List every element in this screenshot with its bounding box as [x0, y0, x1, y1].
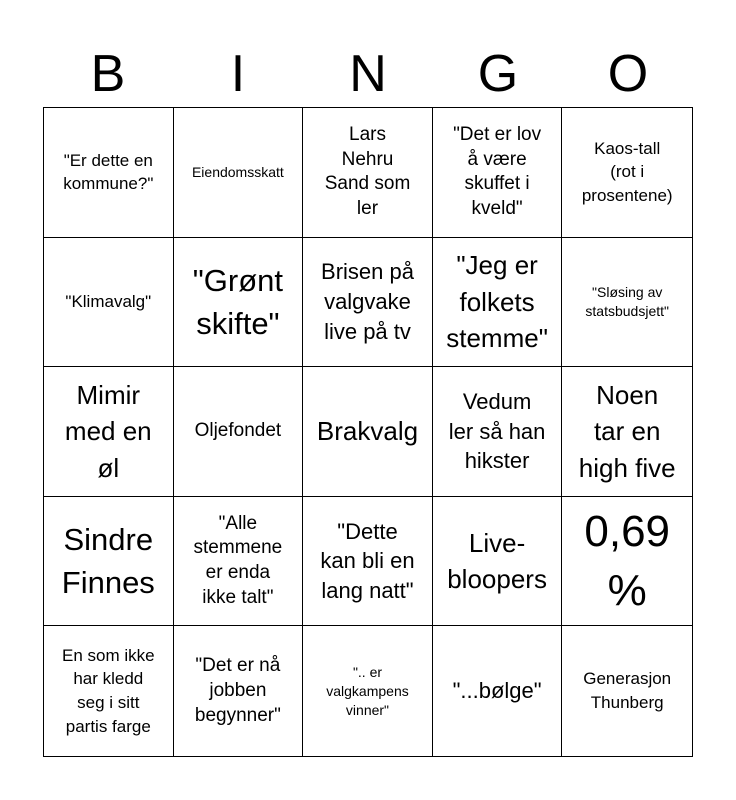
bingo-cell-r4c1[interactable]: Sindre Finnes [44, 497, 174, 627]
bingo-cell-r1c4[interactable]: "Det er lov å være skuffet i kveld" [433, 108, 563, 238]
bingo-cell-r3c5[interactable]: Noen tar en high five [562, 367, 692, 497]
header-letter-o: O [607, 45, 649, 103]
bingo-cell-r1c5[interactable]: Kaos-tall (rot i prosentene) [562, 108, 692, 238]
bingo-cell-r4c3[interactable]: "Dette kan bli en lang natt" [303, 497, 433, 627]
bingo-cell-r2c4[interactable]: "Jeg er folkets stemme" [433, 238, 563, 368]
bingo-cell-r4c2[interactable]: "Alle stemmene er enda ikke talt" [174, 497, 304, 627]
bingo-cell-r1c3[interactable]: Lars Nehru Sand som ler [303, 108, 433, 238]
bingo-cell-r4c4[interactable]: Live- bloopers [433, 497, 563, 627]
bingo-cell-r5c2[interactable]: "Det er nå jobben begynner" [174, 626, 304, 756]
bingo-cell-r1c2[interactable]: Eiendomsskatt [174, 108, 304, 238]
bingo-cell-r5c1[interactable]: En som ikke har kledd seg i sitt partis farge [44, 626, 174, 756]
bingo-cell-r3c3[interactable]: Brakvalg [303, 367, 433, 497]
bingo-cell-r1c1[interactable]: "Er dette en kommune?" [44, 108, 174, 238]
bingo-cell-r5c3[interactable]: ".. er valgkampens vinner" [303, 626, 433, 756]
bingo-cell-r2c3[interactable]: Brisen på valgvake live på tv [303, 238, 433, 368]
bingo-header [43, 40, 693, 108]
bingo-cell-r3c4[interactable]: Vedum ler så han hikster [433, 367, 563, 497]
bingo-cell-r2c5[interactable]: "Sløsing av statsbudsjett" [562, 238, 692, 368]
bingo-board [43, 107, 693, 757]
bingo-cell-r3c1[interactable]: Mimir med en øl [44, 367, 174, 497]
header-letter-n: N [349, 45, 387, 103]
header-letter-g: G [477, 45, 519, 103]
bingo-cell-r2c1[interactable]: "Klimavalg" [44, 238, 174, 368]
bingo-cell-r5c5[interactable]: Generasjon Thunberg [583, 669, 672, 713]
bingo-cell-r2c2[interactable]: "Grønt skifte" [174, 238, 304, 368]
bingo-cell-r4c5[interactable]: 0,69 % [562, 497, 692, 627]
bingo-cell-r5c4[interactable]: "...bølge" [433, 626, 563, 756]
bingo-cell-r3c2[interactable]: Oljefondet [174, 367, 304, 497]
header-letter-i: I [230, 45, 246, 103]
header-letter-b: B [90, 45, 126, 103]
